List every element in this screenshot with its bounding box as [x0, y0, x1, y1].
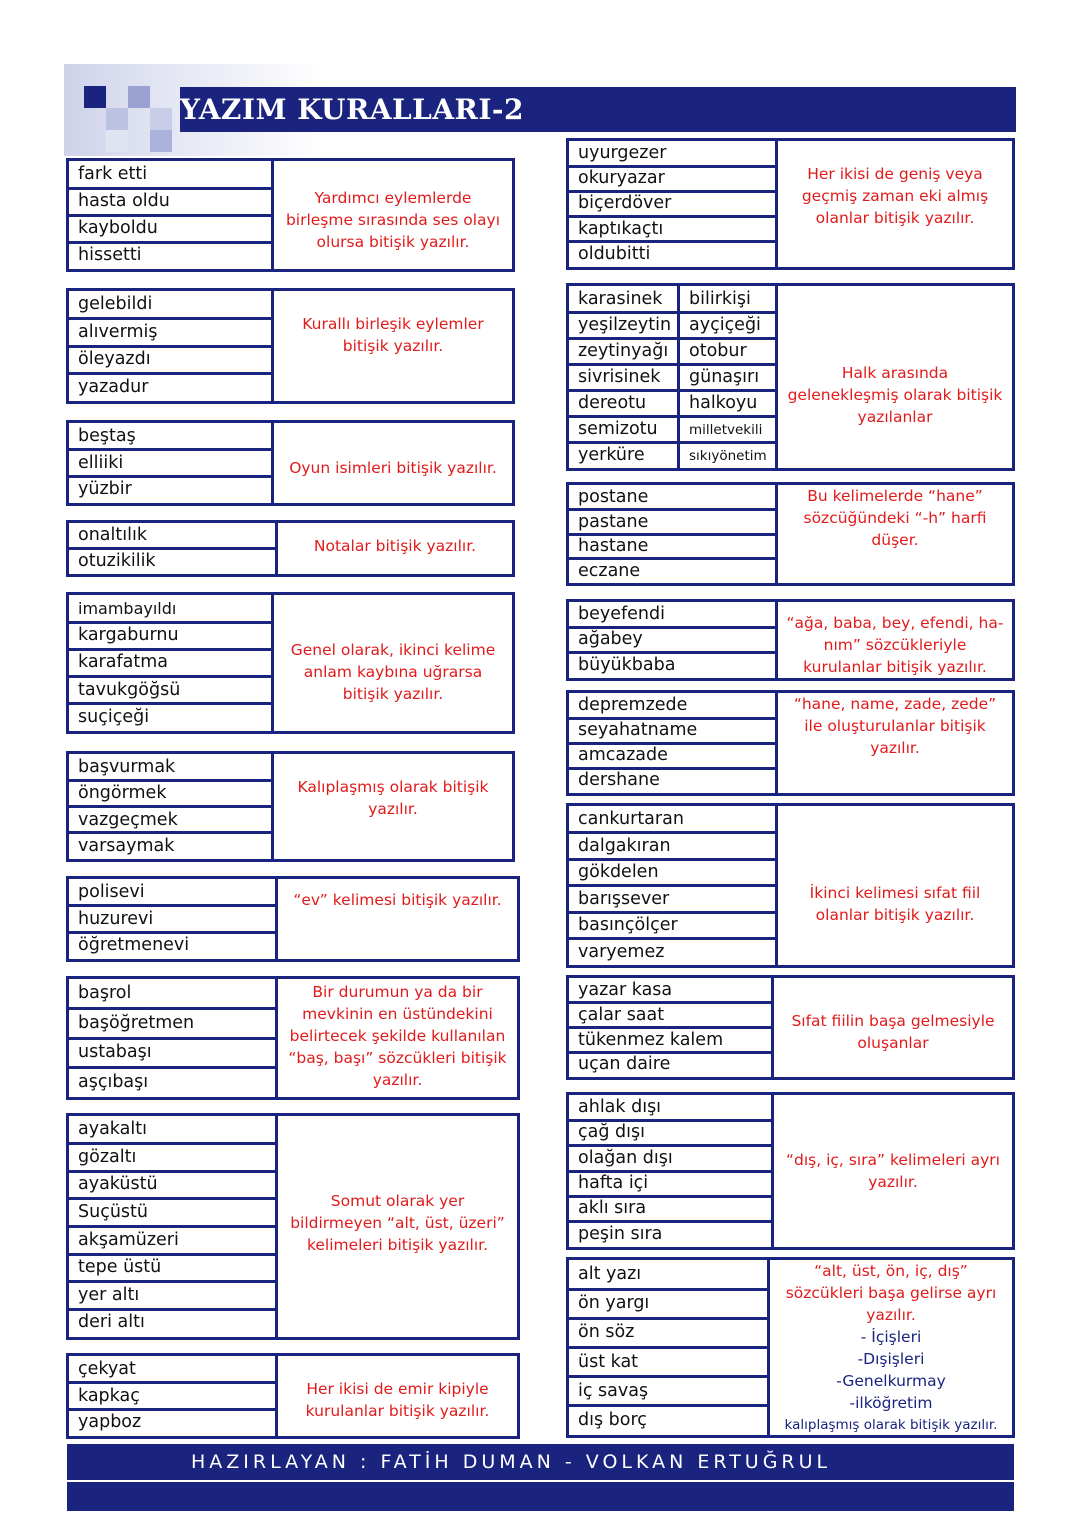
word-text: otuzikilik [78, 550, 156, 571]
word-text: varyemez [578, 941, 665, 962]
word-item [569, 485, 775, 510]
word-text: başöğretmen [78, 1012, 195, 1033]
word-text: ön yargı [578, 1293, 650, 1314]
word-list [566, 690, 778, 796]
word-text: imambayıldı [78, 599, 177, 618]
word-text: tükenmez kalem [578, 1029, 724, 1050]
word-list [66, 520, 278, 577]
rule-text: Somut olarak yer bildirmeyen “alt, üst, üzeri” kelimeleri bitişik yazılır. [290, 1192, 505, 1254]
word-item [69, 1116, 275, 1144]
word-text: kayboldu [78, 218, 158, 238]
word-item [569, 166, 775, 191]
rule-box [775, 599, 1015, 681]
word-text: beştaş [78, 426, 136, 446]
word-item [69, 833, 271, 859]
word-item [569, 886, 775, 913]
rule-group [566, 690, 1015, 796]
word-item [680, 416, 775, 442]
word-list [66, 1113, 278, 1340]
rule-box [775, 482, 1015, 586]
word-text: öğretmenevi [78, 935, 190, 956]
word-item [569, 1377, 767, 1406]
rule-group [66, 520, 515, 577]
word-text: halkoyu [689, 393, 758, 413]
word-item [69, 932, 275, 959]
word-text: hasta oldu [78, 191, 170, 211]
word-item [569, 1028, 771, 1053]
word-list [566, 482, 778, 586]
word-item [69, 754, 271, 780]
rule-group [66, 158, 515, 272]
word-text: öleyazdı [78, 349, 151, 369]
word-item [69, 423, 271, 450]
word-item [69, 1282, 275, 1310]
word-item [569, 1146, 771, 1171]
word-item [569, 217, 775, 242]
word-text: akşamüzeri [78, 1229, 179, 1250]
word-list [66, 288, 274, 404]
rule-text: Bir durumun ya da bir mevkinin en üstündekini belirtecek şekilde kullanılan “baş, başı” sözcükleri bitişik yazılır. [288, 983, 507, 1089]
word-text: dershane [578, 770, 660, 790]
rule-text: Sıfat fiilin başa gelmesiyle oluşanlar [791, 1012, 995, 1052]
word-text: biçerdöver [578, 193, 672, 214]
word-text: hafta içi [578, 1173, 649, 1193]
word-text: aklı sıra [578, 1198, 647, 1219]
word-item [680, 390, 775, 416]
word-item [569, 1003, 771, 1028]
word-item [69, 291, 271, 319]
word-text: başrol [78, 983, 132, 1003]
word-text: alıvermiş [78, 321, 158, 342]
word-text: çekyat [78, 1359, 136, 1379]
rule-group [566, 283, 1015, 471]
word-text: ayakaltı [78, 1119, 147, 1139]
rule-box [275, 1113, 520, 1340]
decor-square [150, 108, 172, 130]
example-item: -ilköğretim [849, 1394, 933, 1412]
word-item [569, 743, 775, 768]
decor-square [84, 86, 106, 108]
word-text: büyükbaba [578, 654, 676, 675]
word-text: milletvekili [689, 422, 763, 438]
word-text: çağ dışı [578, 1122, 645, 1143]
word-item [680, 442, 775, 468]
word-text: üst kat [578, 1351, 639, 1372]
word-item [569, 978, 771, 1003]
word-item [569, 1171, 771, 1196]
word-item [569, 653, 775, 678]
rule-text: Yardımcı eylemlerde birleşme sırasında ses olayı olursa bitişik yazılır. [285, 189, 501, 251]
word-item [569, 602, 775, 627]
word-text: aşçıbaşı [78, 1071, 149, 1092]
word-text: yer altı [78, 1284, 140, 1305]
word-item [69, 879, 275, 906]
word-text: yeşilzeytin [578, 315, 672, 335]
rule-box [275, 520, 515, 577]
rule-text: “ev” kelimesi bitişik yazılır. [293, 891, 502, 909]
decor-square [106, 130, 128, 152]
rule-text: Halk arasında gelenekleşmiş olarak bitişik yazılanlar [787, 364, 1003, 426]
rule-box [775, 138, 1015, 270]
decor-square [128, 86, 150, 108]
word-text: ön söz [578, 1322, 635, 1343]
word-item [69, 595, 271, 622]
word-text: başvurmak [78, 757, 176, 777]
word-text: yerküre [578, 445, 645, 465]
word-text: seyahatname [578, 720, 698, 740]
word-item [680, 312, 775, 338]
rule-group [566, 1092, 1015, 1250]
rule-box [271, 158, 515, 272]
word-item [569, 1406, 767, 1435]
word-text: ayçiçeği [689, 315, 761, 335]
rule-text: “alt, üst, ön, iç, dış” sözcükleri başa gelirse ayrı yazılır. [785, 1262, 997, 1324]
rule-box [271, 592, 515, 734]
rule-box [271, 420, 515, 506]
word-item [69, 622, 271, 649]
word-item [569, 141, 775, 166]
word-item [569, 912, 775, 939]
word-text: depremzede [578, 695, 688, 715]
word-text: olağan dışı [578, 1147, 673, 1168]
word-list [566, 599, 778, 681]
word-text: yazadur [78, 376, 149, 397]
word-item [69, 1009, 275, 1039]
word-text: dereotu [578, 393, 647, 413]
word-text: ağabey [578, 629, 643, 650]
word-item [569, 1260, 767, 1289]
word-list [566, 975, 774, 1080]
word-item [69, 549, 275, 575]
word-list [566, 283, 778, 471]
rule-box [767, 1257, 1015, 1438]
word-text: basınçölçer [578, 915, 678, 935]
word-item [569, 242, 775, 267]
rule-text: Notalar bitişik yazılır. [313, 537, 477, 555]
word-list [66, 592, 274, 734]
word-item [69, 704, 271, 731]
example-item: -Dışişleri [857, 1350, 925, 1368]
rule-group [66, 1353, 520, 1439]
word-item [69, 242, 271, 269]
word-item [69, 476, 271, 503]
word-text: peşin sıra [578, 1223, 663, 1244]
word-text: ahlak dışı [578, 1097, 662, 1117]
word-item [69, 346, 271, 374]
word-item [569, 1196, 771, 1221]
rule-text: Genel olarak, ikinci kelime anlam kaybına uğrarsa bitişik yazılır. [290, 641, 496, 703]
footer-credits [67, 1444, 1014, 1480]
word-text: hastane [578, 536, 649, 556]
word-text: karasinek [578, 289, 663, 309]
word-item [69, 1144, 275, 1172]
rule-text: Kalıplaşmış olarak bitişik yazılır. [297, 778, 489, 818]
rule-box [775, 690, 1015, 796]
word-text: elliiki [78, 452, 124, 473]
word-item [680, 286, 775, 312]
word-text: çalar saat [578, 1004, 665, 1025]
word-item [69, 215, 271, 242]
word-item [569, 1289, 767, 1318]
word-text: semizotu [578, 419, 658, 439]
word-text: okuryazar [578, 168, 665, 189]
word-item [69, 1068, 275, 1098]
rule-group [66, 288, 515, 404]
word-text: tepe üstü [78, 1257, 162, 1278]
word-text: hissetti [78, 245, 142, 265]
rule-text: “dış, iç, sıra” kelimeleri ayrı yazılır. [785, 1151, 1000, 1191]
rule-box [271, 288, 515, 404]
rule-box [271, 751, 515, 862]
word-text: vazgeçmek [78, 809, 178, 830]
rule-group [566, 1257, 1015, 1438]
word-text: yazar kasa [578, 980, 673, 1000]
word-item [569, 1052, 771, 1077]
rule-note: kalıplaşmış olarak bitişik yazılır. [784, 1417, 998, 1433]
word-item [69, 677, 271, 704]
word-text: gelebildi [78, 294, 153, 314]
word-text: sıkıyönetim [689, 448, 767, 464]
word-text: deri altı [78, 1312, 145, 1333]
word-text: dalgakıran [578, 835, 671, 856]
page-title: YAZIM KURALLARI-2 [180, 93, 525, 126]
word-list [566, 803, 778, 968]
word-text: postane [578, 487, 649, 507]
word-item [69, 1409, 275, 1436]
word-text: ustabaşı [78, 1042, 152, 1062]
word-item [69, 1309, 275, 1337]
word-text: yapboz [78, 1412, 142, 1433]
word-item [69, 374, 271, 402]
word-text: tavukgöğsü [78, 679, 181, 700]
word-item [569, 559, 775, 584]
rule-text: Bu kelimelerde “hane” sözcüğündeki “-h” harfi düşer. [803, 487, 987, 549]
word-text: günaşırı [689, 367, 760, 387]
rule-box [771, 1092, 1015, 1250]
rule-group [66, 876, 520, 962]
rule-box [775, 803, 1015, 968]
word-text: öngörmek [78, 783, 167, 804]
word-item [69, 906, 275, 933]
rule-group [66, 420, 515, 506]
word-text: iç savaş [578, 1380, 649, 1401]
word-list [66, 876, 278, 962]
word-item [69, 807, 271, 833]
word-text: suçiçeği [78, 706, 150, 727]
rule-box [275, 976, 520, 1100]
word-item [69, 1383, 275, 1410]
word-text: alt yazı [578, 1264, 642, 1284]
word-list [66, 751, 274, 862]
word-text: kargaburnu [78, 625, 179, 646]
word-text: fark etti [78, 164, 148, 184]
rule-group [566, 599, 1015, 681]
word-list [66, 420, 274, 506]
word-text: zeytinyağı [578, 341, 669, 361]
word-text: amcazade [578, 745, 668, 765]
rule-group [66, 592, 515, 734]
word-item [569, 833, 775, 860]
rule-group [566, 138, 1015, 270]
rule-group [566, 803, 1015, 968]
word-text: kaptıkaçtı [578, 218, 664, 239]
rule-box [275, 876, 520, 962]
word-item [69, 1171, 275, 1199]
word-item [569, 1222, 771, 1247]
word-item [69, 1227, 275, 1255]
word-list [566, 1257, 770, 1438]
word-item [569, 1318, 767, 1347]
word-text: onaltılık [78, 525, 147, 545]
rule-text: “hane, name, zade, zede” ile oluşturulanlar bitişik yazılır. [793, 695, 997, 757]
word-item [680, 338, 775, 364]
word-item [69, 780, 271, 806]
word-item [569, 806, 775, 833]
footer-bar [67, 1482, 1014, 1511]
rule-text: Kurallı birleşik eylemler bitişik yazılır. [302, 315, 484, 355]
rule-text: “ağa, baba, bey, efendi, ha-nım” sözcükleriyle kurulanlar bitişik yazılır. [786, 614, 1004, 676]
word-text: varsaymak [78, 835, 175, 856]
rule-text: Oyun isimleri bitişik yazılır. [289, 459, 497, 477]
word-text: gözaltı [78, 1146, 137, 1167]
word-text: uçan daire [578, 1054, 671, 1075]
rule-box [275, 1353, 520, 1439]
word-list [66, 158, 274, 272]
word-item [69, 649, 271, 676]
word-text: gökdelen [578, 862, 659, 882]
rule-box [771, 975, 1015, 1080]
rule-group [66, 751, 515, 862]
word-item [569, 693, 775, 718]
word-item [69, 1356, 275, 1383]
word-item [569, 768, 775, 793]
word-item [69, 1199, 275, 1227]
word-item [69, 1038, 275, 1068]
word-item [569, 191, 775, 216]
word-list [66, 1353, 278, 1439]
example-item: - İçişleri [860, 1328, 922, 1346]
word-text: beyefendi [578, 604, 665, 624]
word-item [569, 1120, 771, 1145]
decor-square [150, 130, 172, 152]
word-text: yüzbir [78, 479, 132, 500]
word-item [69, 523, 275, 549]
word-text: uyurgezer [578, 143, 667, 163]
word-text: dış borç [578, 1409, 647, 1430]
word-item [69, 319, 271, 347]
word-item [69, 1254, 275, 1282]
word-text: kapkaç [78, 1385, 140, 1406]
word-item [569, 718, 775, 743]
rule-text: Her ikisi de emir kipiyle kurulanlar bitişik yazılır. [305, 1380, 490, 1420]
word-list [566, 138, 778, 270]
word-text: barışsever [578, 888, 670, 909]
decor-square [106, 108, 128, 130]
word-text: polisevi [78, 882, 145, 902]
word-text: ayaküstü [78, 1174, 158, 1195]
word-item [69, 979, 275, 1009]
word-item [569, 534, 775, 559]
rule-text: Her ikisi de geniş veya geçmiş zaman eki almış olanlar bitişik yazılır. [801, 165, 989, 227]
word-text: sivrisinek [578, 367, 661, 387]
word-item [569, 627, 775, 652]
word-text: pastane [578, 511, 649, 532]
word-item [69, 188, 271, 215]
word-text: karafatma [78, 652, 168, 673]
word-item [569, 1095, 771, 1120]
word-item [569, 1348, 767, 1377]
word-text: bilirkişi [689, 289, 751, 309]
word-text: Suçüstü [78, 1201, 148, 1222]
word-item [569, 510, 775, 535]
footer-text: HAZIRLAYAN : FATİH DUMAN - VOLKAN ERTUĞRUL [191, 1451, 832, 1473]
word-text: cankurtaran [578, 809, 684, 829]
word-list [66, 976, 278, 1100]
word-text: huzurevi [78, 908, 154, 929]
word-text: oldubitti [578, 243, 651, 264]
rule-group [66, 976, 520, 1100]
rule-group [66, 1113, 520, 1340]
rule-box [775, 283, 1015, 471]
word-text: eczane [578, 560, 641, 581]
word-item [69, 450, 271, 477]
word-list [566, 1092, 774, 1250]
word-item [569, 939, 775, 966]
rule-text: İkinci kelimesi sıfat fiil olanlar bitişik yazılır. [809, 884, 981, 924]
rule-group [566, 975, 1015, 1080]
rule-group [566, 482, 1015, 586]
example-item: -Genelkurmay [836, 1372, 946, 1390]
word-item [569, 859, 775, 886]
word-item [680, 364, 775, 390]
word-item [69, 161, 271, 188]
word-text: otobur [689, 341, 747, 361]
